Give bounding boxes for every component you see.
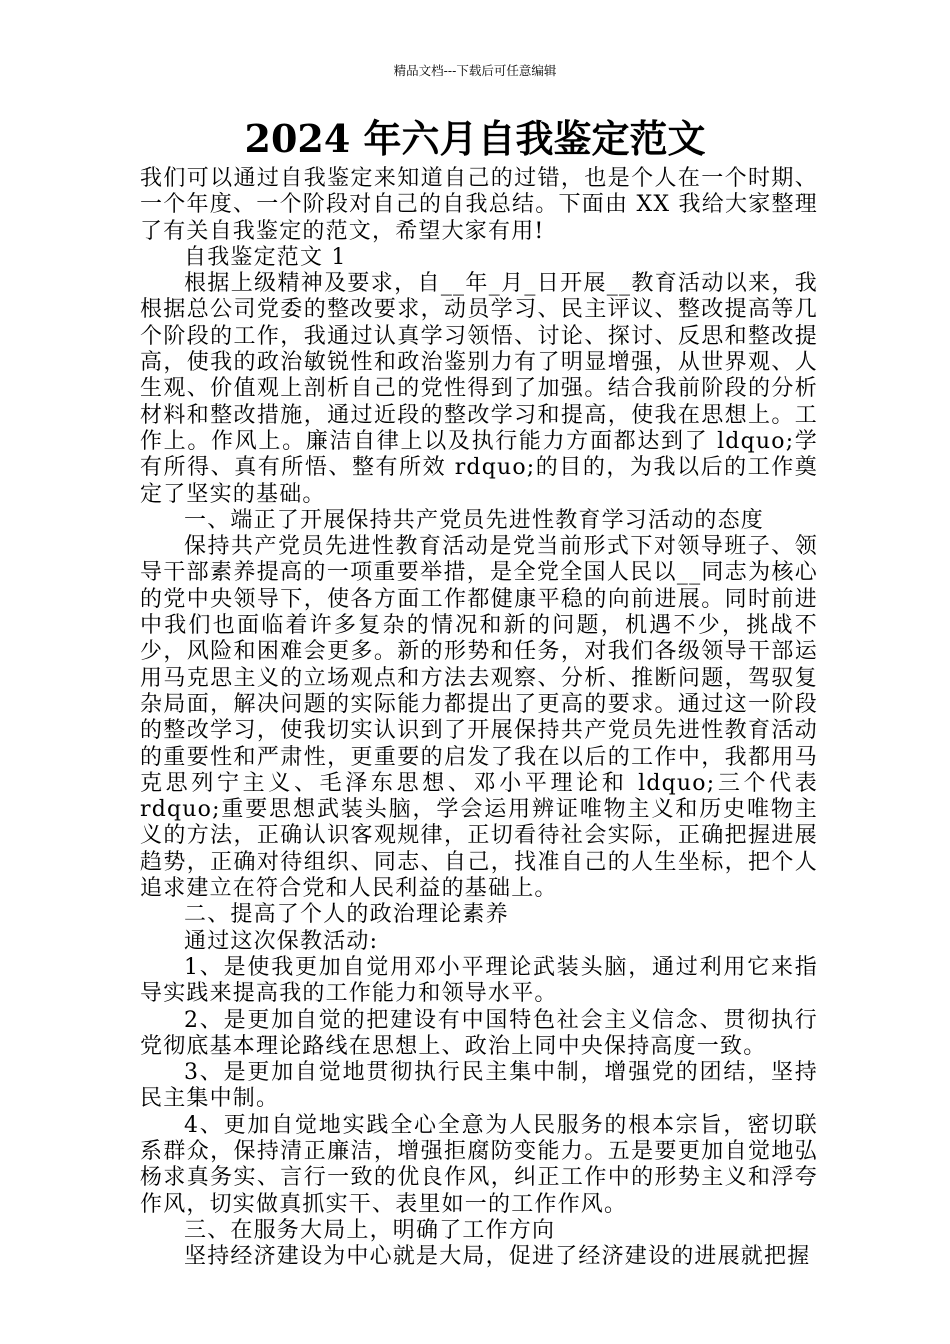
- document-header-note: 精品文档---下载后可任意编辑: [393, 63, 557, 78]
- paragraph: 自我鉴定范文 1: [184, 244, 347, 270]
- paragraph: 4、更加自觉地实践全心全意为人民服务的根本宗旨，密切联系群众，保持清正廉洁，增强拒腐防变能力。五是要更加自觉地弘杨求真务实、言行一致的优良作风，纠正工作中的形势主义和浮夸作风，切实做真抓实干、表里如一的工作作风。: [140, 1112, 818, 1217]
- document-body: [140, 166, 818, 1270]
- paragraph: 1、是使我更加自觉用邓小平理论武装头脑，通过利用它来指导实践来提高我的工作能力和领导水平。: [140, 954, 818, 1007]
- paragraph: 我们可以通过自我鉴定来知道自己的过错，也是个人在一个时期、一个年度、一个阶段对自己的自我总结。下面由 XX 我给大家整理了有关自我鉴定的范文，希望大家有用!: [140, 166, 818, 244]
- page-title: 2024 年六月自我鉴定范文: [244, 116, 706, 161]
- paragraph: 二、提高了个人的政治理论素养: [184, 902, 509, 928]
- paragraph: 三、在服务大局上，明确了工作方向: [184, 1217, 556, 1243]
- paragraph: 坚持经济建设为中心就是大局，促进了经济建设的进展就把握: [184, 1244, 811, 1270]
- paragraph: 2、是更加自觉的把建设有中国特色社会主义信念、贯彻执行党彻底基本理论路线在思想上、政治上同中央保持高度一致。: [140, 1007, 818, 1059]
- paragraph: 3、是更加自觉地贯彻执行民主集中制，增强党的团结，坚持民主集中制。: [140, 1060, 818, 1112]
- paragraph: 通过这次保教活动:: [184, 928, 379, 954]
- paragraph: 保持共产党员先进性教育活动是党当前形式下对领导班子、领导干部素养提高的一项重要举措，是全党全国人民以__同志为核心的党中央领导下，使各方面工作都健康平稳的向前进展。同时前进中我们也面临着许多复杂的情况和新的问题，机遇不少，挑战不少，风险和困难会更多。新的形势和任务，对我们各级领导干部运用马克思主义的立场观点和方法去观察、分析、推断问题，驾驭复杂局面，解决问题的实际能力都提出了更高的要求。通过这一阶段的整改学习，使我切实认识到了开展保持共产党员先进性教育活动的重要性和严肃性，更重要的启发了我在以后的工作中，我都用马克思列宁主义、毛泽东思想、邓小平理论和 ldquo;三个代表 rdquo;重要思想武装头脑，学会运用辨证唯物主义和历史唯物主义的方法，正确认识客观规律，正切看待社会实际，正确把握进展趋势，正确对待组织、同志、自己，找准自己的人生坐标，把个人追求建立在符合党和人民利益的基础上。: [140, 534, 818, 902]
- paragraph: 一、端正了开展保持共产党员先进性教育学习活动的态度: [184, 507, 765, 533]
- paragraph: 根据上级精神及要求，自__年_月_日开展__教育活动以来，我根据总公司党委的整改要求，动员学习、民主评议、整改提高等几个阶段的工作，我通过认真学习领悟、讨论、探讨、反思和整改提高，使我的政治敏锐性和政治鉴别力有了明显增强，从世界观、人生观、价值观上剖析自己的党性得到了加强。结合我前阶段的分析材料和整改措施，通过近段的整改学习和提高，使我在思想上。工作上。作风上。廉洁自律上以及执行能力方面都达到了 ldquo;学有所得、真有所悟、整有所效 rdquo;的目的，为我以后的工作奠定了坚实的基础。: [140, 271, 818, 507]
